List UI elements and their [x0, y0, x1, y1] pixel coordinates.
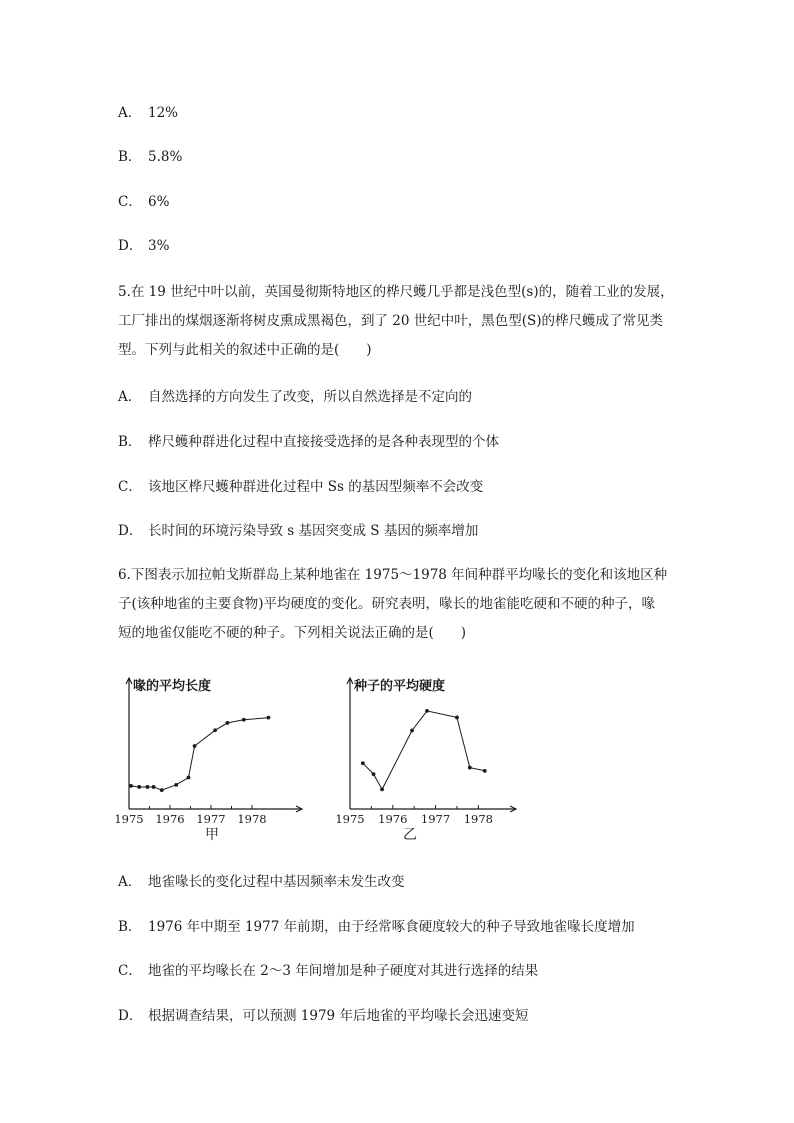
q4-option-c: [118, 192, 169, 212]
option-label: A．: [118, 389, 142, 405]
data-point: [267, 716, 271, 720]
option-text: 地雀喙长的变化过程中基因频率未发生改变: [148, 874, 405, 890]
x-tick-label: 1977: [420, 812, 451, 826]
option-text: 根据调查结果，可以预测 1979 年后地雀的平均喙长会迅速变短: [148, 1008, 529, 1024]
data-point: [380, 787, 384, 791]
data-point: [146, 785, 150, 789]
chart-seed-hardness: [335, 672, 530, 847]
chart-beak-length: [114, 672, 320, 847]
q6-option-a: [118, 872, 405, 892]
option-label: B．: [118, 434, 142, 450]
q5-stem: [118, 278, 698, 365]
option-text: 桦尺蠖种群进化过程中直接接受选择的是各种表现型的个体: [148, 434, 499, 450]
option-text: 5.8%: [148, 149, 183, 165]
option-text: 长时间的环境污染导致 s 基因突变成 S 基因的频率增加: [148, 523, 479, 539]
q5-option-c: [118, 477, 483, 497]
data-point: [129, 784, 133, 788]
option-text: 自然选择的方向发生了改变，所以自然选择是不定向的: [148, 389, 472, 405]
option-text: 1976 年中期至 1977 年前期，由于经常啄食硬度较大的种子导致地雀喙长度增加: [148, 919, 635, 935]
x-tick-label: 1975: [114, 812, 144, 826]
data-point: [152, 785, 156, 789]
x-tick-label: 1975: [335, 812, 365, 826]
option-text: 地雀的平均喙长在 2～3 年间增加是种子硬度对其进行选择的结果: [148, 963, 539, 979]
chart-seed-hardness-svg: [335, 672, 530, 847]
q4-option-a: [118, 103, 178, 123]
data-point: [372, 772, 376, 776]
option-label: C．: [118, 479, 142, 495]
data-point: [242, 718, 246, 722]
option-label: D．: [118, 523, 143, 539]
x-tick-label: 1978: [237, 812, 267, 826]
q5-stem-line: 5.在 19 世纪中叶以前，英国曼彻斯特地区的桦尺蠖几乎都是浅色型(s)的，随着工业的发展，: [118, 284, 674, 300]
chart-title: 乙: [403, 827, 417, 843]
q6-option-d: [118, 1006, 528, 1026]
q5-stem-line: 工厂排出的煤烟逐渐将树皮熏成黑褐色，到了 20 世纪中叶，黑色型(S)的桦尺蠖成了常见类: [118, 313, 664, 329]
x-tick-label: 1976: [378, 812, 408, 826]
q6-stem-line: 子(该种地雀的主要食物)平均硬度的变化。研究表明，喙长的地雀能吃硬和不硬的种子，喙: [118, 596, 656, 612]
x-tick-label: 1976: [155, 812, 185, 826]
data-point: [425, 709, 429, 713]
option-text: 3%: [148, 238, 170, 254]
q6-stem-line: 6.下图表示加拉帕戈斯群岛上某种地雀在 1975～1978 年间种群平均喙长的变化和该地区种: [118, 567, 668, 583]
data-point: [187, 776, 191, 780]
y-axis-label: 喙的平均长度: [133, 679, 212, 694]
series-line: [363, 711, 485, 790]
y-axis-label: 种子的平均硬度: [354, 679, 446, 694]
option-label: C．: [118, 194, 142, 210]
q5-stem-line: 型。下列与此相关的叙述中正确的是( ): [118, 342, 372, 358]
option-text: 该地区桦尺蠖种群进化过程中 Ss 的基因型频率不会改变: [148, 479, 484, 495]
q5-option-d: [118, 521, 478, 541]
chart-beak-length-svg: [114, 672, 320, 847]
q4-option-d: [118, 236, 169, 256]
q5-option-b: [118, 432, 499, 452]
option-label: B．: [118, 149, 142, 165]
data-point: [193, 744, 197, 748]
x-tick-label: 1978: [463, 812, 493, 826]
data-point: [410, 729, 414, 733]
data-point: [455, 716, 459, 720]
data-point: [137, 785, 141, 789]
q4-option-b: [118, 147, 182, 167]
data-point: [213, 728, 217, 732]
option-text: 6%: [148, 194, 170, 210]
q6-option-b: [118, 917, 635, 937]
data-point: [468, 766, 472, 770]
option-label: C．: [118, 963, 142, 979]
chart-title: 甲: [205, 827, 219, 843]
option-label: A．: [118, 874, 142, 890]
series-line: [131, 718, 268, 790]
option-label: D．: [118, 1008, 143, 1024]
option-label: D．: [118, 238, 143, 254]
option-label: B．: [118, 919, 142, 935]
x-tick-label: 1977: [196, 812, 226, 826]
q6-option-c: [118, 961, 538, 981]
option-text: 12%: [148, 105, 179, 121]
q5-option-a: [118, 387, 472, 407]
data-point: [361, 761, 365, 765]
data-point: [226, 721, 230, 725]
q6-stem: [118, 561, 698, 648]
q6-stem-line: 短的地雀仅能吃不硬的种子。下列相关说法正确的是( ): [118, 625, 467, 641]
data-point: [483, 769, 487, 773]
option-label: A．: [118, 105, 142, 121]
data-point: [160, 788, 164, 792]
data-point: [174, 783, 178, 787]
